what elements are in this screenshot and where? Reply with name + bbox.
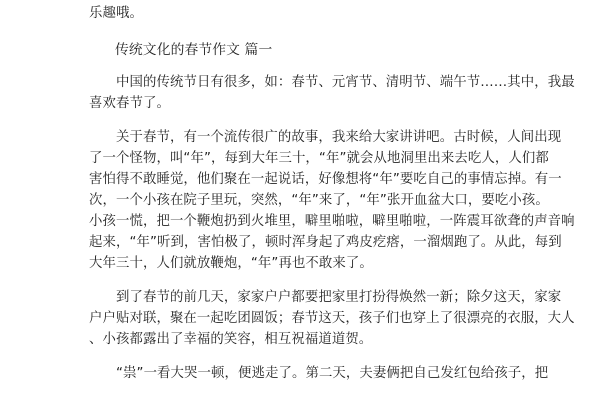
text-line: 大年三十，人们就放鞭炮，“年”再也不敢来了。	[89, 256, 373, 271]
section-heading: 传统文化的春节作文 篇一	[115, 42, 273, 58]
text-line: 、小孩都露出了幸福的笑容，相互祝福道道贺。	[89, 332, 373, 347]
text-line: 喜欢春节了。	[89, 96, 170, 111]
text-line: 到了春节的前几天，家家户户都要把家里打扮得焕然一新；除夕这天，家家	[116, 290, 562, 305]
text-line: “祟”一看大哭一顿，便逃走了。第二天，夫妻俩把自己发红包给孩子，把	[116, 366, 549, 381]
text-line: 关于春节，有一个流传很广的故事，我来给大家讲讲吧。古时候，人间出现	[116, 130, 562, 145]
text-line: 户户贴对联，聚在一起吃团圆饭；春节这天，孩子们也穿上了很漂亮的衣服，大人	[89, 311, 575, 326]
text-line: 小孩一慌，把一个鞭炮扔到火堆里，噼里啪啦，噼里啪啦，一阵震耳欲聋的声音响	[89, 214, 575, 229]
text-line: 乐趣哦。	[89, 6, 143, 21]
text-line: 害怕得不敢睡觉，他们聚在一起说话，好像想将“年”要吃自己的事情忘掉。有一	[89, 172, 562, 187]
text-line: 中国的传统节日有很多，如：春节、元宵节、清明节、端午节……其中，我最	[116, 75, 575, 90]
text-line: 次，一个小孩在院子里玩，突然，“年”来了，“年”张开血盆大口，要吃小孩。	[89, 193, 549, 208]
text-line: 起来，“年”听到，害怕极了，顿时浑身起了鸡皮疙瘩，一溜烟跑了。从此，每到	[89, 235, 562, 250]
text-line: 了一个怪物，叫“年”，每到大年三十，“年”就会从地洞里出来去吃人，人们都	[89, 151, 549, 166]
